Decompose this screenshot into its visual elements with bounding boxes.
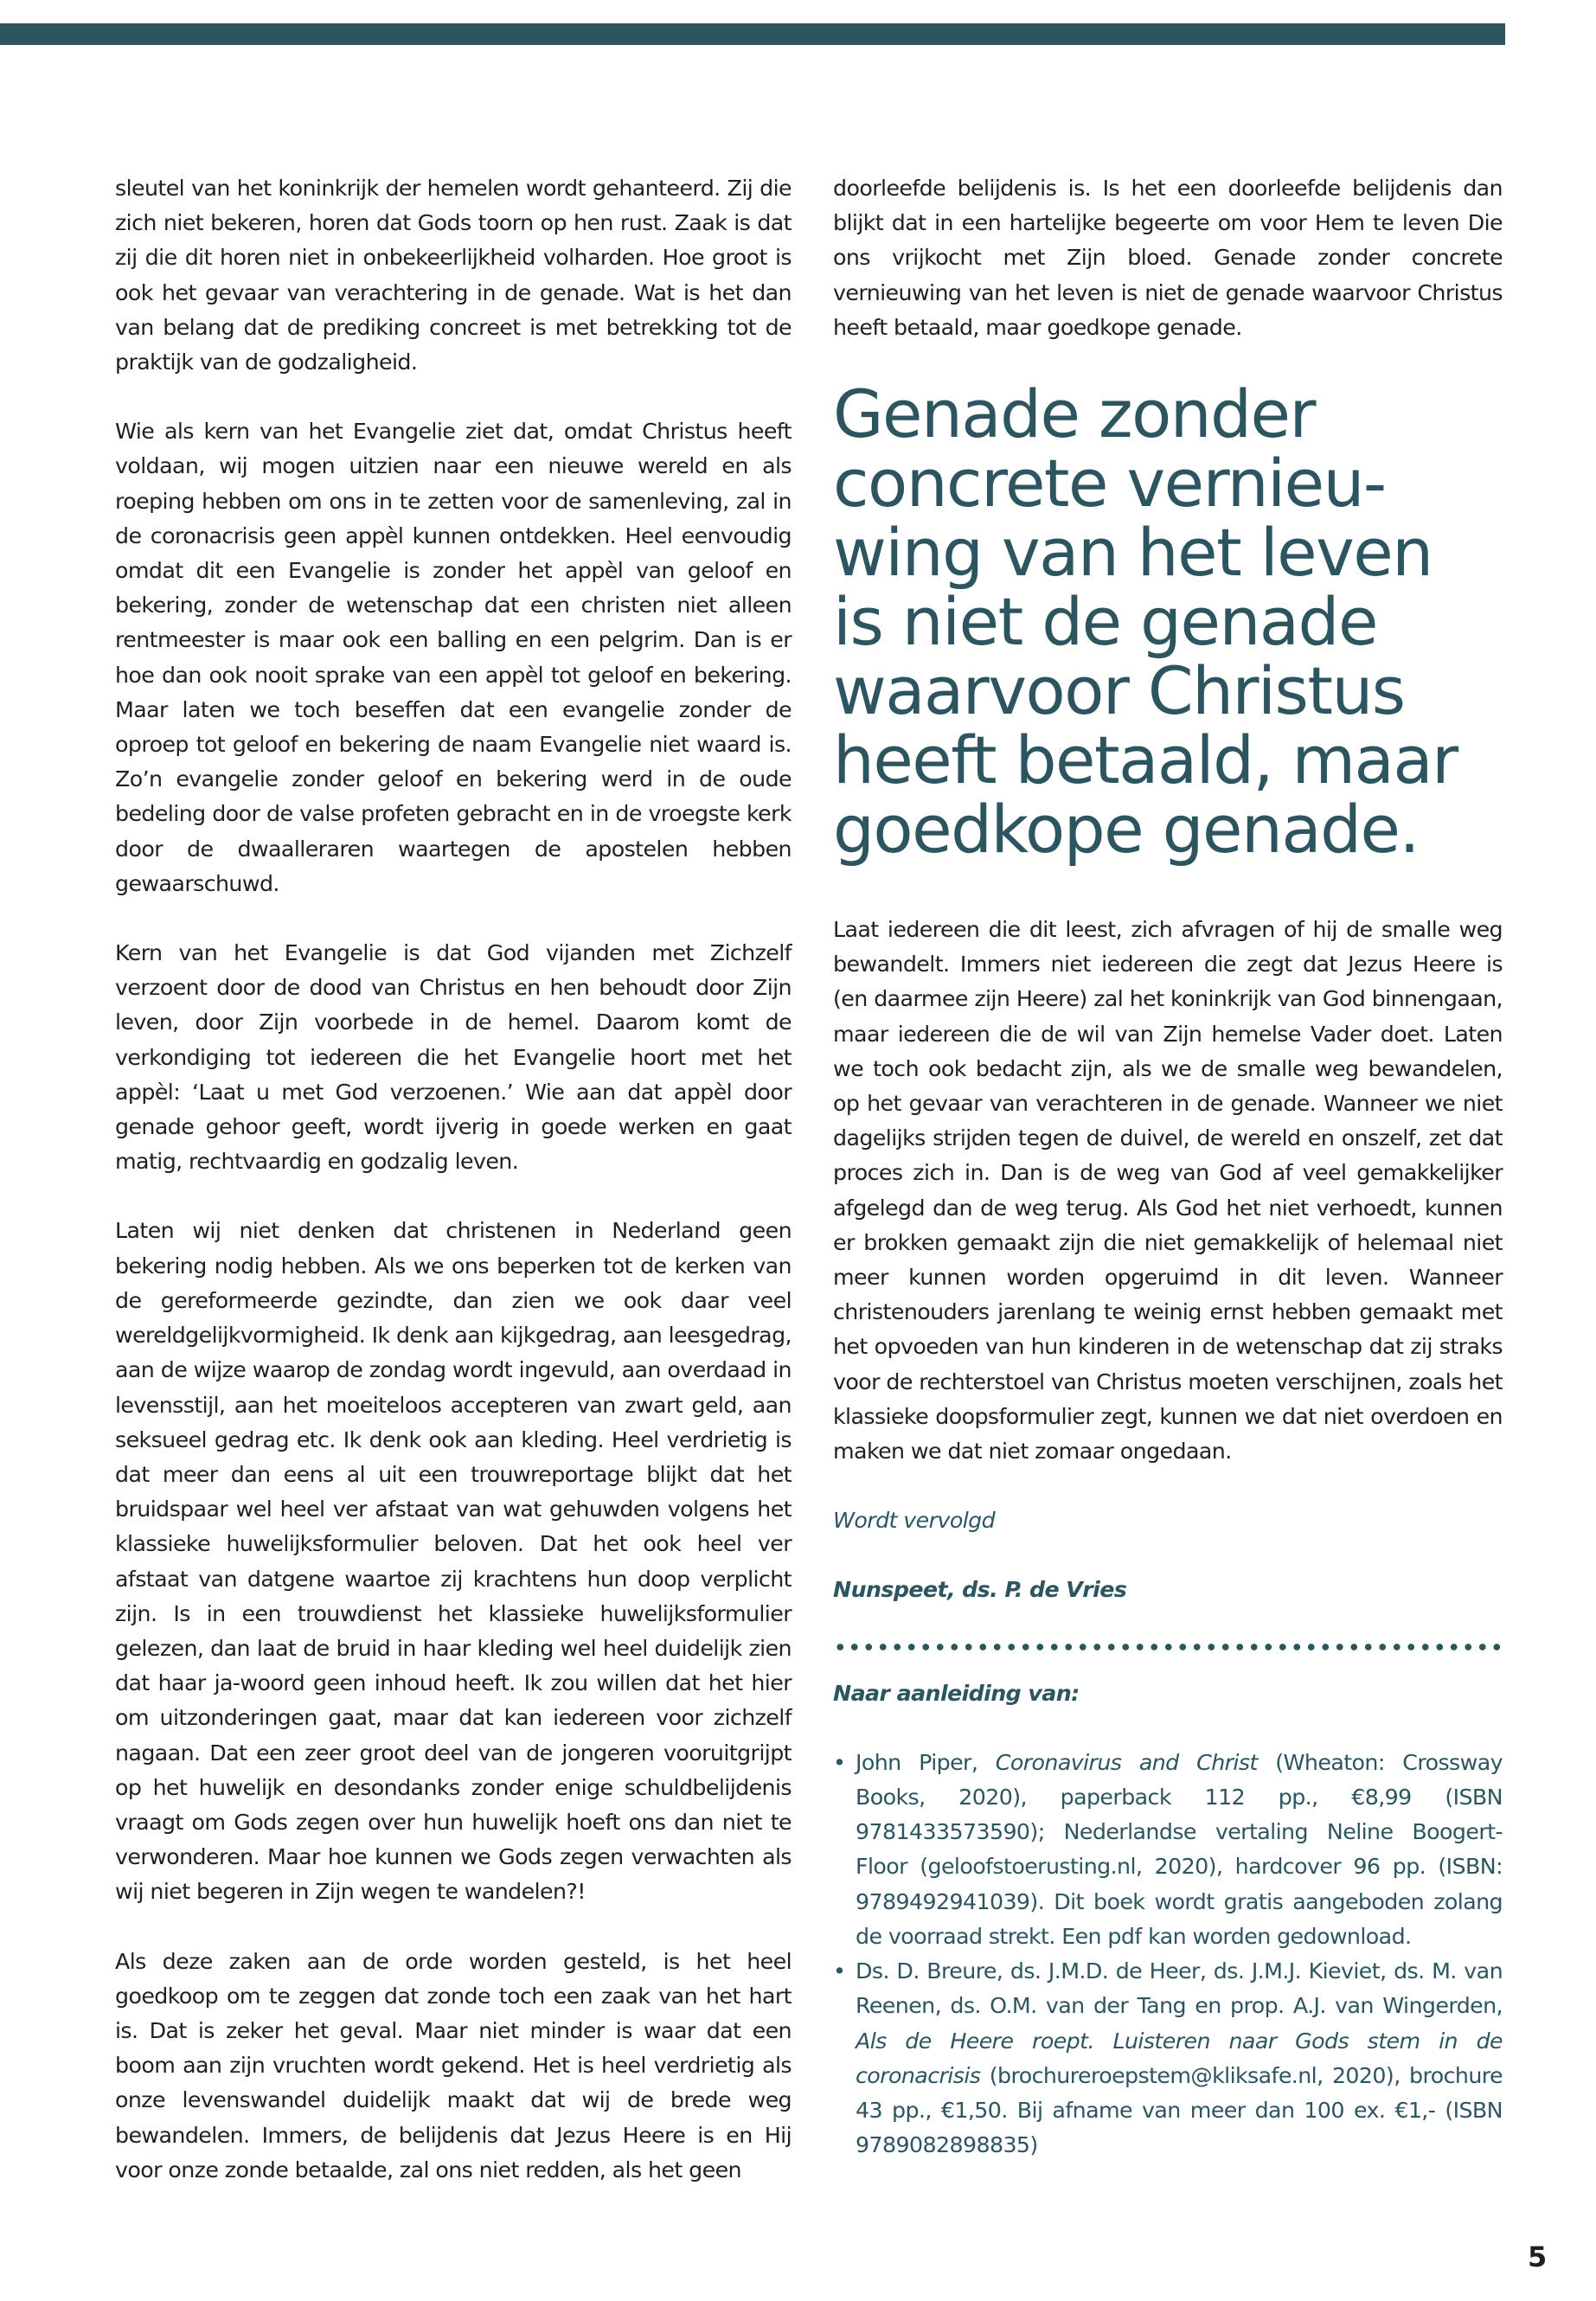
author-signature: Nunspeet, ds. P. de Vries (833, 1577, 1127, 1603)
reference-title: Coronavirus and Christ (995, 1749, 1258, 1775)
reference-text: John Piper, (856, 1749, 996, 1775)
body-paragraph: sleutel van het koninkrijk der hemelen wordt gehanteerd. Zij die zich niet bekeren, horen dat Gods toorn op hen rust. Zaak is dat zij die dit horen niet in onbekeerlijkheid volharden. Hoe groot is ook het gevaar van verachtering in de genade. Wat is het dan van belang dat de prediking concreet is met betrekking tot de praktijk van de godzaligheid. (115, 176, 792, 375)
top-header-bar (0, 23, 1505, 45)
body-paragraph: Laat iedereen die dit leest, zich afvragen of hij de smalle weg bewandelt. Immers niet iedereen die zegt dat Jezus Heere is (en daarmee zijn Heere) zal het koninkrijk van God binnengaan, maar iedereen die de wil van Zijn hemelse Vader doet. Laten we toch ook bedacht zijn, als we de smalle weg bewandelen, op het gevaar van verachteren in de genade. Wanneer we niet dagelijks strijden tegen de duivel, de wereld en onszelf, zet dat proces zich in. Dan is de weg van God af veel gemakkelijker afgelegd dan de weg terug. Als God het niet verhoedt, kunnen er brokken gemaakt zijn die niet gemakkelijk of helemaal niet meer kunnen worden opgeruimd in dit leven. Wanneer christenouders jarenlang te weinig ernst hebben gemaakt met het opvoeden van hun kinderen in de wetenschap dat zij straks voor de rechterstoel van Christus moeten verschijnen, zoals het klassieke doopsformulier zegt, kunnen we dat niet overdoen en maken we dat niet zomaar ongedaan. (833, 917, 1503, 1465)
reference-title: Als de Heere roept. Luisteren naar Gods stem in de coronacrisis (856, 2028, 1503, 2088)
pull-quote-line: waarvoor Christus (833, 653, 1405, 730)
body-paragraph: Kern van het Evangelie is dat God vijanden met Zichzelf verzoent door de dood van Christus en hen behoudt door Zijn leven, door Zijn voorbede in de hemel. Daarom komt de verkondiging tot iedereen die het Evangelie hoort met het appèl: ‘Laat u met God verzoenen.’ Wie aan dat appèl door genade gehoor geeft, wordt ijverig in goede werken en gaat matig, rechtvaardig en godzalig leven. (115, 940, 792, 1175)
dotted-divider (833, 1643, 1503, 1651)
reference-item (833, 1746, 1503, 1954)
page-number: 5 (1528, 2240, 1548, 2273)
reference-text: (brochureroepstem@kliksafe.nl, 2020), brochure 43 pp., €1,50. Bij afname van meer dan 100 ex. €1,- (ISBN 9789082898835) (856, 2062, 1503, 2158)
body-paragraph: Wie als kern van het Evangelie ziet dat, omdat Christus heeft voldaan, wij mogen uitzien naar een nieuwe wereld en als roeping hebben om ons in te zetten voor de samenleving, zal in de coronacrisis geen appèl kunnen ontdekken. Heel eenvoudig omdat dit een Evangelie is zonder het appèl van geloof en bekering, zonder de wetenschap dat een christen niet alleen rentmeester is maar ook een balling en een pelgrim. Dan is er hoe dan ook nooit sprake van een appèl tot geloof en bekering. Maar laten we toch beseffen dat een evangelie zonder de oproep tot geloof en bekering de naam Evangelie niet waard is. Zo’n evangelie zonder geloof en bekering werd in de oude bedeling door de valse profeten gebracht en in de vroegste kerk door de dwaalleraren waartegen de apostelen hebben gewaarschuwd. (115, 419, 792, 896)
right-column (833, 171, 1503, 2163)
body-paragraph: Laten wij niet denken dat christenen in Nederland geen bekering nodig hebben. Als we ons beperken tot de kerken van de gereformeerde gezindte, dan zien we ook daar veel wereldgelijkvormigheid. Ik denk aan kijkgedrag, aan leesgedrag, aan de wijze waarop de zondag wordt ingevuld, aan overdaad in levensstijl, aan het moeiteloos accepteren van zwart geld, aan seksueel gedrag etc. Ik denk ook aan kleding. Heel verdrietig is dat meer dan eens al uit een trouwreportage blijkt dat het bruidspaar wel heel ver afstaat van wat gehuwden volgens het klassieke huwelijksformulier beloven. Dat het ook heel ver afstaat van datgene waartoe zij krachtens hun doop verplicht zijn. Is in een trouwdienst het klassieke huwelijksformulier gelezen, dan laat de bruid in haar kleding wel heel duidelijk zien dat haar ja-woord geen inhoud heeft. Ik zou willen dat het hier om uitzonderingen gaat, maar dat kan iedereen voor zichzelf nagaan. Dat een zeer groot deel van de jongeren vooruitgrijpt op het huwelijk en desondanks zonder enige schuldbelijdenis vraagt om Gods zegen over hun huwelijk hoeft ons dan niet te verwonderen. Maar hoe kunnen we Gods zegen verwachten als wij niet begeren in Zijn wegen te wandelen?! (115, 1218, 792, 1905)
body-paragraph: Als deze zaken aan de orde worden gesteld, is het heel goedkoop om te zeggen dat zonde toch een zaak van het hart is. Dat is zeker het geval. Maar niet minder is waar dat een boom aan zijn vruchten wordt gekend. Het is heel verdrietig als onze levenswandel duidelijk maakt dat wij de brede weg bewandelen. Immers, de belijdenis dat Jezus Heere is en Hij voor onze zonde betaalde, zal ons niet redden, als het geen (115, 1948, 792, 2182)
intro-paragraph: doorleefde belijdenis is. Is het een doorleefde belijdenis dan blijkt dat in een hartelijke begeerte om voor Hem te leven Die ons vrijkocht met Zijn bloed. Genade zonder concrete vernieuwing van het leven is niet de genade waarvoor Christus heeft betaald, maar goedkope genade. (833, 176, 1503, 340)
references-list (833, 1746, 1503, 2163)
pull-quote-line: Genade zonder (833, 376, 1316, 453)
pull-quote-line: is niet de genade (833, 584, 1377, 661)
references-heading: Naar aanleiding van: (833, 1680, 1080, 1706)
reference-text: Ds. D. Breure, ds. J.M.D. de Heer, ds. J.M.J. Kieviet, ds. M. van Reenen, ds. O.M. van der Tang en prop. A.J. van Wingerden, (856, 1958, 1503, 2019)
pull-quote-line: heeft betaald, maar (833, 722, 1458, 799)
continued-note: Wordt vervolgd (833, 1508, 996, 1534)
pull-quote-line: wing van het leven (833, 515, 1433, 592)
pull-quote-line: goedkope genade. (833, 792, 1419, 868)
pull-quote (833, 376, 1503, 868)
pull-quote-line: concrete vernieu- (833, 445, 1386, 522)
reference-item (833, 1954, 1503, 2163)
reference-text: (Wheaton: Crossway Books, 2020), paperback 112 pp., €8,99 (ISBN 9781433573590); Nederlandse vertaling Neline Boogert-Floor (geloofstoerusting.nl, 2020), hardcover 96 pp. (ISBN: 9789492941039). Dit boek wordt gratis aangeboden zolang de voorraad strekt. Een pdf kan worden gedownload. (856, 1749, 1503, 1949)
left-column (115, 171, 792, 2222)
